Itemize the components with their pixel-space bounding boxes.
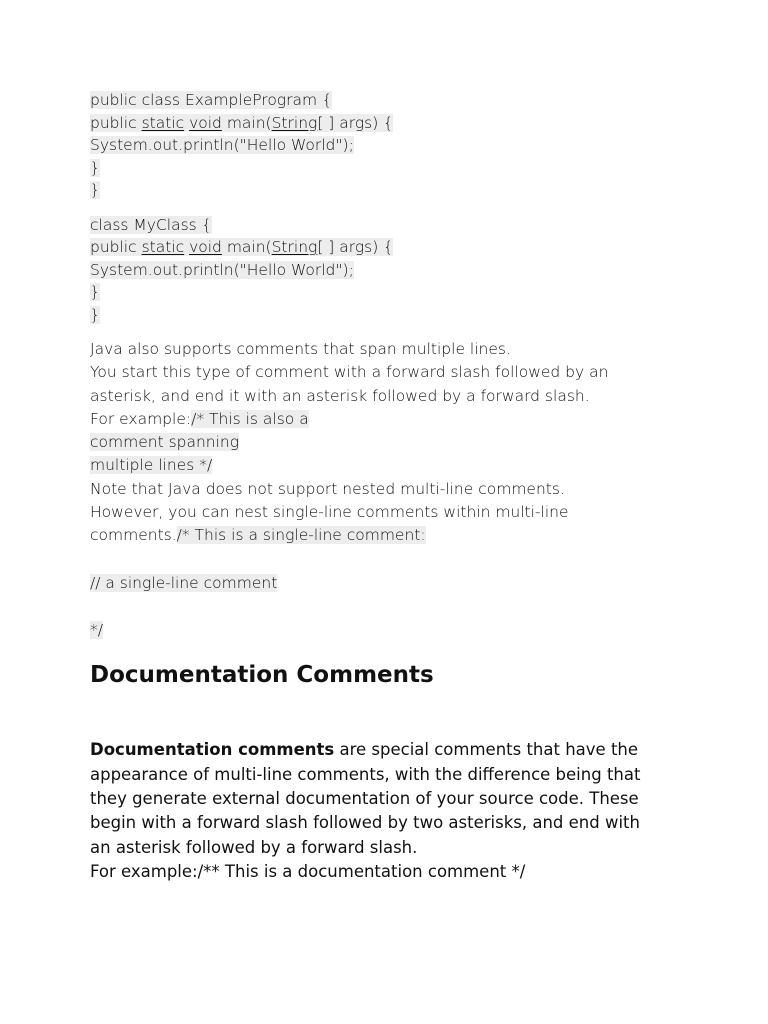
paragraph-line: appearance of multi-line comments, with the difference being that (90, 764, 641, 784)
code-text: } (90, 305, 100, 324)
paragraph-line (90, 860, 690, 884)
paragraph-line (90, 572, 690, 595)
code-text: System.out.println("Hello World"); (90, 260, 354, 279)
code-text: [ ] args) { (317, 238, 394, 256)
code-block-my-class (90, 214, 690, 327)
paragraph-line (90, 431, 690, 454)
code-text: class MyClass { (90, 215, 212, 234)
inline-code: /** This is a documentation comment */ (197, 862, 526, 882)
code-text: main( (221, 113, 272, 132)
paragraph-line (90, 408, 690, 431)
inline-text: comments. (90, 526, 177, 545)
code-text: } (90, 181, 100, 199)
paragraph-line: You start this type of comment with a forward slash followed by an (90, 363, 609, 382)
code-text: } (90, 158, 100, 177)
inline-code: multiple lines */ (90, 456, 213, 475)
inline-code: // a single-line comment (90, 573, 278, 592)
paragraph-line: an asterisk followed by a forward slash. (90, 837, 418, 857)
code-line (90, 179, 690, 202)
code-keyword: void (189, 113, 222, 132)
code-line (90, 259, 690, 282)
code-line (90, 112, 690, 135)
documentation-comments-paragraph (90, 738, 690, 884)
document-page (90, 89, 690, 885)
section-heading: Documentation Comments (90, 662, 434, 689)
inline-text: are special comments that have the (334, 740, 639, 760)
bold-term: Documentation comments (90, 740, 335, 760)
paragraph-line: Note that Java does not support nested multi-line comments. (90, 479, 565, 498)
paragraph-line (90, 738, 690, 762)
multiline-comments-section (90, 338, 690, 642)
paragraph-line: However, you can nest single-line comments within multi-line (90, 503, 569, 522)
code-line (90, 304, 690, 327)
code-text: public class ExampleProgram { (90, 91, 332, 109)
code-text: main( (221, 238, 272, 256)
code-text: public (90, 238, 142, 256)
code-block-example-program (90, 89, 690, 202)
code-text: public (90, 113, 142, 132)
code-keyword: String (271, 238, 318, 256)
paragraph-line: asterisk, and end it with an asterisk followed by a forward slash. (90, 386, 590, 405)
code-text: } (90, 283, 100, 301)
code-line (90, 281, 690, 304)
code-text: System.out.println("Hello World"); (90, 136, 354, 154)
paragraph-line: begin with a forward slash followed by two asterisks, and end with (90, 813, 640, 833)
code-line (90, 134, 690, 157)
paragraph-line (90, 524, 690, 547)
inline-code: */ (90, 620, 103, 639)
inline-code: comment spanning (90, 433, 240, 452)
inline-text: For example: (90, 409, 192, 428)
paragraph-line: Java also supports comments that span multiple lines. (90, 340, 511, 358)
code-line (90, 157, 690, 180)
code-line (90, 236, 690, 259)
code-keyword: static (141, 238, 185, 256)
code-line (90, 89, 690, 112)
paragraph-line: they generate external documentation of your source code. These (90, 789, 639, 809)
code-keyword: void (189, 238, 222, 256)
inline-text: For example: (90, 862, 198, 882)
code-line (90, 214, 690, 237)
paragraph-line (90, 619, 690, 642)
inline-code: /* This is a single-line comment: (176, 526, 426, 545)
inline-code: /* This is also a (191, 409, 309, 428)
code-keyword: String (271, 113, 318, 132)
code-keyword: static (141, 113, 185, 132)
paragraph-line (90, 454, 690, 477)
code-text: [ ] args) { (317, 113, 394, 132)
